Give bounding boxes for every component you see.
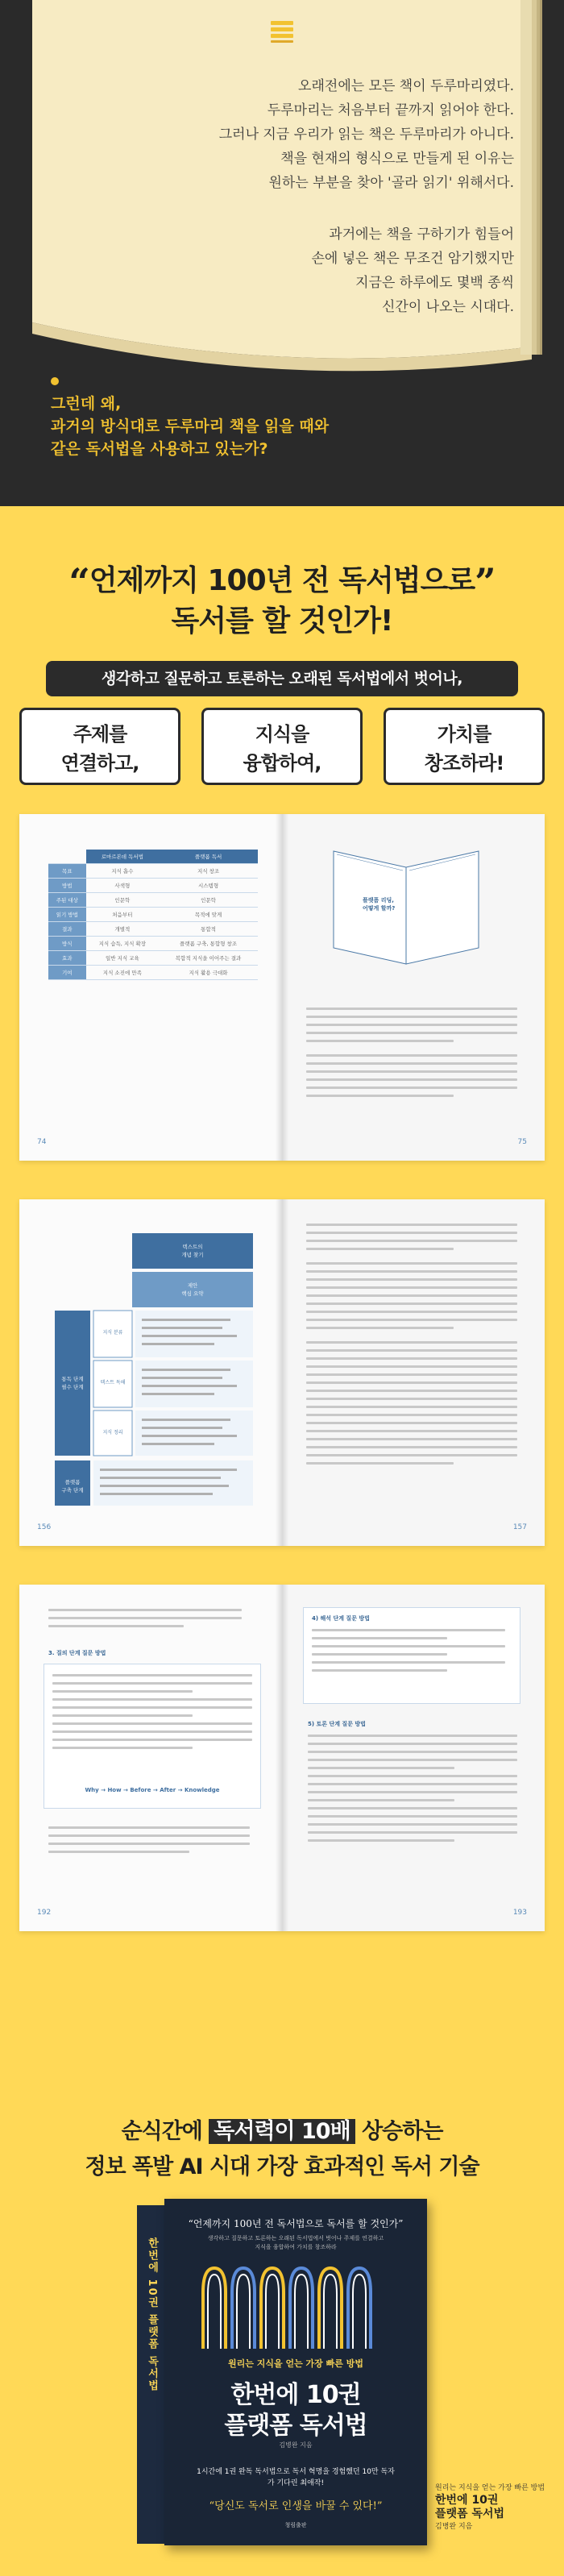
side-book-info: 원리는 지식을 얻는 가장 빠른 방법 한번에 10권 플랫폼 독서법 김병완 지음 [435,2484,545,2531]
table-row: 주된 대상 인문학 인문학 [48,893,258,908]
intro-line: 손에 넣은 책은 무조건 암기했지만 [311,251,514,267]
question-box [303,1607,520,1704]
intro-line: 그러나 지금 우리가 읽는 책은 두루마리가 아니다. [218,127,514,143]
headline-line2: 독서를 할 것인가! [171,605,393,638]
rainbow-arches-illustration [195,2260,396,2349]
intro-line: 원하는 부분을 찾아 '골라 읽기' 위해서다. [268,175,514,191]
table-row: 결과 개별적 통합적 [48,922,258,937]
spread3-right-page [282,1585,545,1931]
flow-steps: Why → How → Before → After → Knowledge [85,1787,220,1793]
book-front [164,2199,427,2545]
flow-cell: 텍스트의 개념 찾기 [181,1244,204,1258]
headline-line1: “언제까지 100년 전 독서법으로” [68,560,496,604]
flow-cell: 통독 단계 필수 단계 [61,1376,84,1390]
comparison-table [48,850,258,980]
intro-line: 신간이 나오는 시대다. [381,299,514,315]
intro-line: 두루마리는 처음부터 끝까지 읽어야 한다. [267,102,514,118]
book-spread-2 [19,1199,545,1546]
table-row: 방식 지식 습득, 지식 확장 플랫폼 구축, 통합형 창조 [48,937,258,951]
publisher-logo: 청림출판 [284,2522,307,2528]
bullet-dot [51,377,59,385]
section-heading: 3. 질의 단계 질문 방법 [48,1650,106,1656]
spread2-right-page [282,1199,545,1546]
cover-description: 1시간에 1권 완독 독서법으로 독서 혁명을 경험했던 10만 독자가 기다린 최애작! [197,2468,395,2487]
page-number: 192 [37,1909,52,1917]
body-text-lines [306,1224,517,1470]
question-box [44,1664,261,1809]
table-row: 목표 지식 흡수 지식 창조 [48,864,258,879]
table-row: 효과 일반 지식 교육 복합적 지식을 이어주는 결과 [48,951,258,966]
open-book-illustration [326,843,487,972]
flow-cell: 제안 핵심 요약 [181,1282,204,1297]
intro-question: 그런데 왜, 과거의 방식대로 두루마리 책을 읽을 때와 같은 독서법을 사용하고 있는가? [51,395,330,458]
book-stack-icon [266,15,298,47]
highlight-badge: 독서력이 10배 [209,2119,355,2144]
book-cover [137,2199,427,2545]
page-number: 157 [512,1523,527,1531]
cover-subheadline: 정보 폭발 AI 시대 가장 효과적인 독서 기술 [85,2154,479,2179]
spread3-left-page [19,1585,282,1931]
page-number: 193 [512,1909,527,1917]
intro-line: 오래전에는 모든 책이 두루마리였다. [298,78,514,94]
page-number: 74 [37,1138,47,1146]
pill-fuse: 지식을 융합하여, [201,708,363,785]
headline-section [0,506,564,804]
headline-banner: 생각하고 질문하고 토론하는 오래된 독서법에서 벗어나, [46,661,518,696]
cover-tagline: 원리는 지식을 얻는 가장 빠른 방법 [228,2358,363,2369]
spread2-left-page [19,1199,282,1546]
pill-connect: 주제를 연결하고, [19,708,180,785]
table-header: 플랫폼 독서 [159,850,258,864]
value-pills [19,708,545,785]
cover-title-line1: 한번에 10권 [230,2381,361,2409]
intro-line: 과거에는 책을 구하기가 힘들어 [329,226,514,243]
close-quote: ” [475,560,496,604]
page-number: 156 [37,1523,52,1531]
body-text-lines [308,1735,517,1847]
open-quote: “ [68,560,89,604]
flow-cell: 지식 정리 [102,1430,123,1435]
flow-cell: 플랫폼 구축 단계 [61,1479,84,1494]
table-row: 읽기 방법 처음부터 목적에 맞게 [48,908,258,922]
book-spine: 한번에 10권 플랫폼 독서법 [137,2205,164,2544]
cover-slogan: “당신도 독서로 인생을 바꿀 수 있다!” [209,2500,383,2512]
intro-section [0,0,564,506]
cover-blurb: 생각하고 질문하고 토론하는 오래된 독서법에서 벗어나 주제를 연결하고 지식을 융합하여 가치를 창조하라 [207,2235,384,2250]
cover-title-line2: 플랫폼 독서법 [224,2412,367,2440]
inset-title: 플랫폼 리딩, 어떻게 할까? [363,897,396,912]
cover-quote: “언제까지 100년 전 독서법으로 독서를 할 것인가” [188,2218,404,2229]
spread1-right-page [282,814,545,1161]
intro-line: 책을 현재의 형식으로 만들게 된 이유는 [280,151,514,167]
body-text-lines [48,1609,242,1633]
flowchart-diagram [55,1233,256,1507]
table-header: 로마르본데 독서법 [86,850,160,864]
flow-cell: 지식 분류 [102,1330,123,1336]
body-text-lines [48,1826,250,1859]
book-spread-1 [19,814,545,1161]
table-row: 기여 지식 소진에 만족 지식 활용 극대화 [48,966,258,980]
intro-paragraph [111,74,514,319]
book-spread-3 [19,1585,545,1931]
body-text-lines [306,1008,517,1103]
table-row: 방법 사색형 시스템형 [48,879,258,893]
cover-author: 김병완 지음 [279,2441,313,2449]
page-number: 75 [517,1138,527,1146]
pill-create: 가치를 창조하라! [384,708,545,785]
cover-headline: 순식간에 독서력이 10배 상승하는 [121,2119,443,2144]
section-heading: 4) 해석 단계 질문 방법 [312,1615,370,1622]
intro-line: 지금은 하루에도 몇백 종씩 [355,275,514,291]
flow-cell: 텍스트 독해 [100,1380,126,1386]
section-heading: 5) 토론 단계 질문 방법 [308,1721,366,1727]
spread1-left-page [19,814,282,1161]
